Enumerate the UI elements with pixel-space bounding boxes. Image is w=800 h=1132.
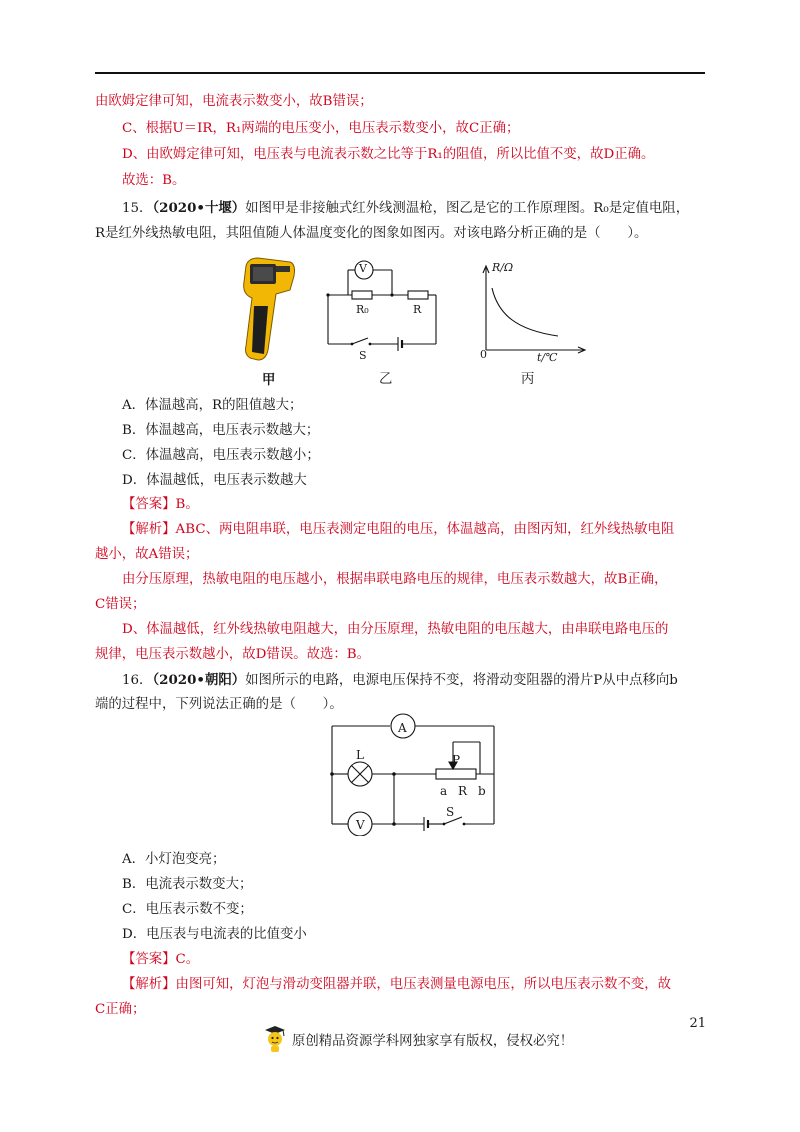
q16-voltmeter-label: V	[356, 818, 365, 832]
q15-fig-label-bing: 丙	[521, 372, 535, 387]
page-number: 21	[689, 1016, 706, 1031]
q16-option-a: A．小灯泡变亮；	[122, 852, 226, 867]
q16-option-d: D．电压表与电流表的比值变小	[122, 927, 307, 942]
q16-answer: 【答案】C。	[122, 952, 200, 967]
q15-option-d: D．体温越低，电压表示数越大	[122, 473, 307, 488]
q15-analysis-line-4: C错误；	[95, 597, 146, 612]
q16-switch-label: S	[446, 805, 455, 819]
copyright-footer	[262, 1024, 573, 1054]
q15-circuit-r0-label: R₀	[356, 303, 369, 316]
q15-circuit-switch-label: S	[359, 349, 367, 362]
q16-option-b: B．电流表示数变大；	[122, 877, 253, 892]
q16-rheostat-end-b: b	[478, 784, 486, 798]
q15-stem-line-2: R是红外线热敏电阻，其阻值随人体温度变化的图象如图丙。对该电路分析正确的是（ ）。	[95, 226, 648, 241]
q15-circuit-r-label: R	[413, 303, 422, 316]
q15-analysis-line-5: D、体温越低，红外线热敏电阻越大，由分压原理，热敏电阻的电压越大，由串联电路电压的	[122, 622, 669, 637]
q15-graph-origin: 0	[480, 348, 487, 361]
header-rule	[95, 72, 705, 74]
q16-analysis-line-1: 【解析】由图可知，灯泡与滑动变阻器并联，电压表测量电源电压，所以电压表示数不变，故	[122, 977, 672, 992]
q15-graph-ylabel: R/Ω	[492, 261, 514, 274]
q15-fig-label-jia: 甲	[262, 372, 276, 388]
q16-rheostat-label: R	[458, 784, 468, 798]
q15-option-c: C．体温越高，电压表示数越小；	[122, 448, 320, 463]
q15-option-b: B．体温越高，电压表示数越大；	[122, 423, 320, 438]
q16-ammeter-label: A	[398, 721, 407, 735]
prev-analysis-line-4: 故选：B。	[122, 173, 186, 188]
q15-graph-xlabel: t/℃	[537, 351, 558, 364]
q16-slider-label: P	[452, 753, 461, 767]
q16-option-c: C．电压表示数不变；	[122, 902, 253, 917]
q15-figure-series-circuit	[322, 258, 442, 368]
q15-option-a: A．体温越高，R的阻值越大；	[122, 398, 303, 413]
q16-stem-line-2: 端的过程中，下列说法正确的是（ ）。	[95, 697, 343, 712]
q15-fig-label-yi: 乙	[379, 372, 393, 387]
q15-figure-thermometer-gun	[238, 254, 298, 364]
q15-circuit-meter-label: V	[359, 262, 367, 275]
q15-analysis-line-1: 【解析】ABC、两电阻串联，电压表测定电阻的电压，体温越高，由图丙知，红外线热敏电阻	[122, 522, 675, 537]
q15-answer: 【答案】B。	[122, 497, 199, 512]
q16-analysis-line-2: C正确；	[95, 1002, 146, 1017]
q15-number: 15．	[122, 201, 153, 216]
q16-rheostat-end-a: a	[440, 784, 448, 798]
q15-analysis-line-6: 规律，电压表示数越小，故D错误。故选：B。	[95, 647, 370, 662]
prev-analysis-line-2: C、根据U＝IR，R₁两端的电压变小，电压表示数变小，故C正确；	[122, 121, 520, 136]
q16-lamp-label: L	[356, 748, 364, 762]
mascot-icon	[262, 1024, 288, 1054]
q16-source: （2020•朝阳）	[152, 672, 246, 688]
q15-stem-text-1: 如图甲是非接触式红外线测温枪，图乙是它的工作原理图。R₀是定值电阻，	[245, 201, 690, 216]
q16-stem-text-1: 如图所示的电路，电源电压保持不变，将滑动变阻器的滑片P从中点移向b	[245, 673, 678, 688]
q16-figure-parallel-circuit	[326, 712, 498, 836]
prev-analysis-line-1: 由欧姆定律可知，电流表示数变小，故B错误；	[95, 94, 373, 109]
prev-analysis-line-3: D、由欧姆定律可知，电压表与电流表示数之比等于R₁的阻值，所以比值不变，故D正确。	[122, 147, 655, 162]
q16-number: 16．	[122, 673, 153, 688]
q15-analysis-line-2: 越小，故A错误；	[95, 547, 199, 562]
copyright-text: 原创精品资源学科网独家享有版权，侵权必究！	[292, 1033, 574, 1049]
q15-stem-line-1	[122, 198, 689, 219]
q15-source: （2020•十堰）	[152, 200, 246, 216]
q15-analysis-line-3: 由分压原理，热敏电阻的电压越小，根据串联电路电压的规律，电压表示数越大，故B正确，	[122, 572, 668, 587]
q16-stem-line-1	[122, 670, 678, 691]
